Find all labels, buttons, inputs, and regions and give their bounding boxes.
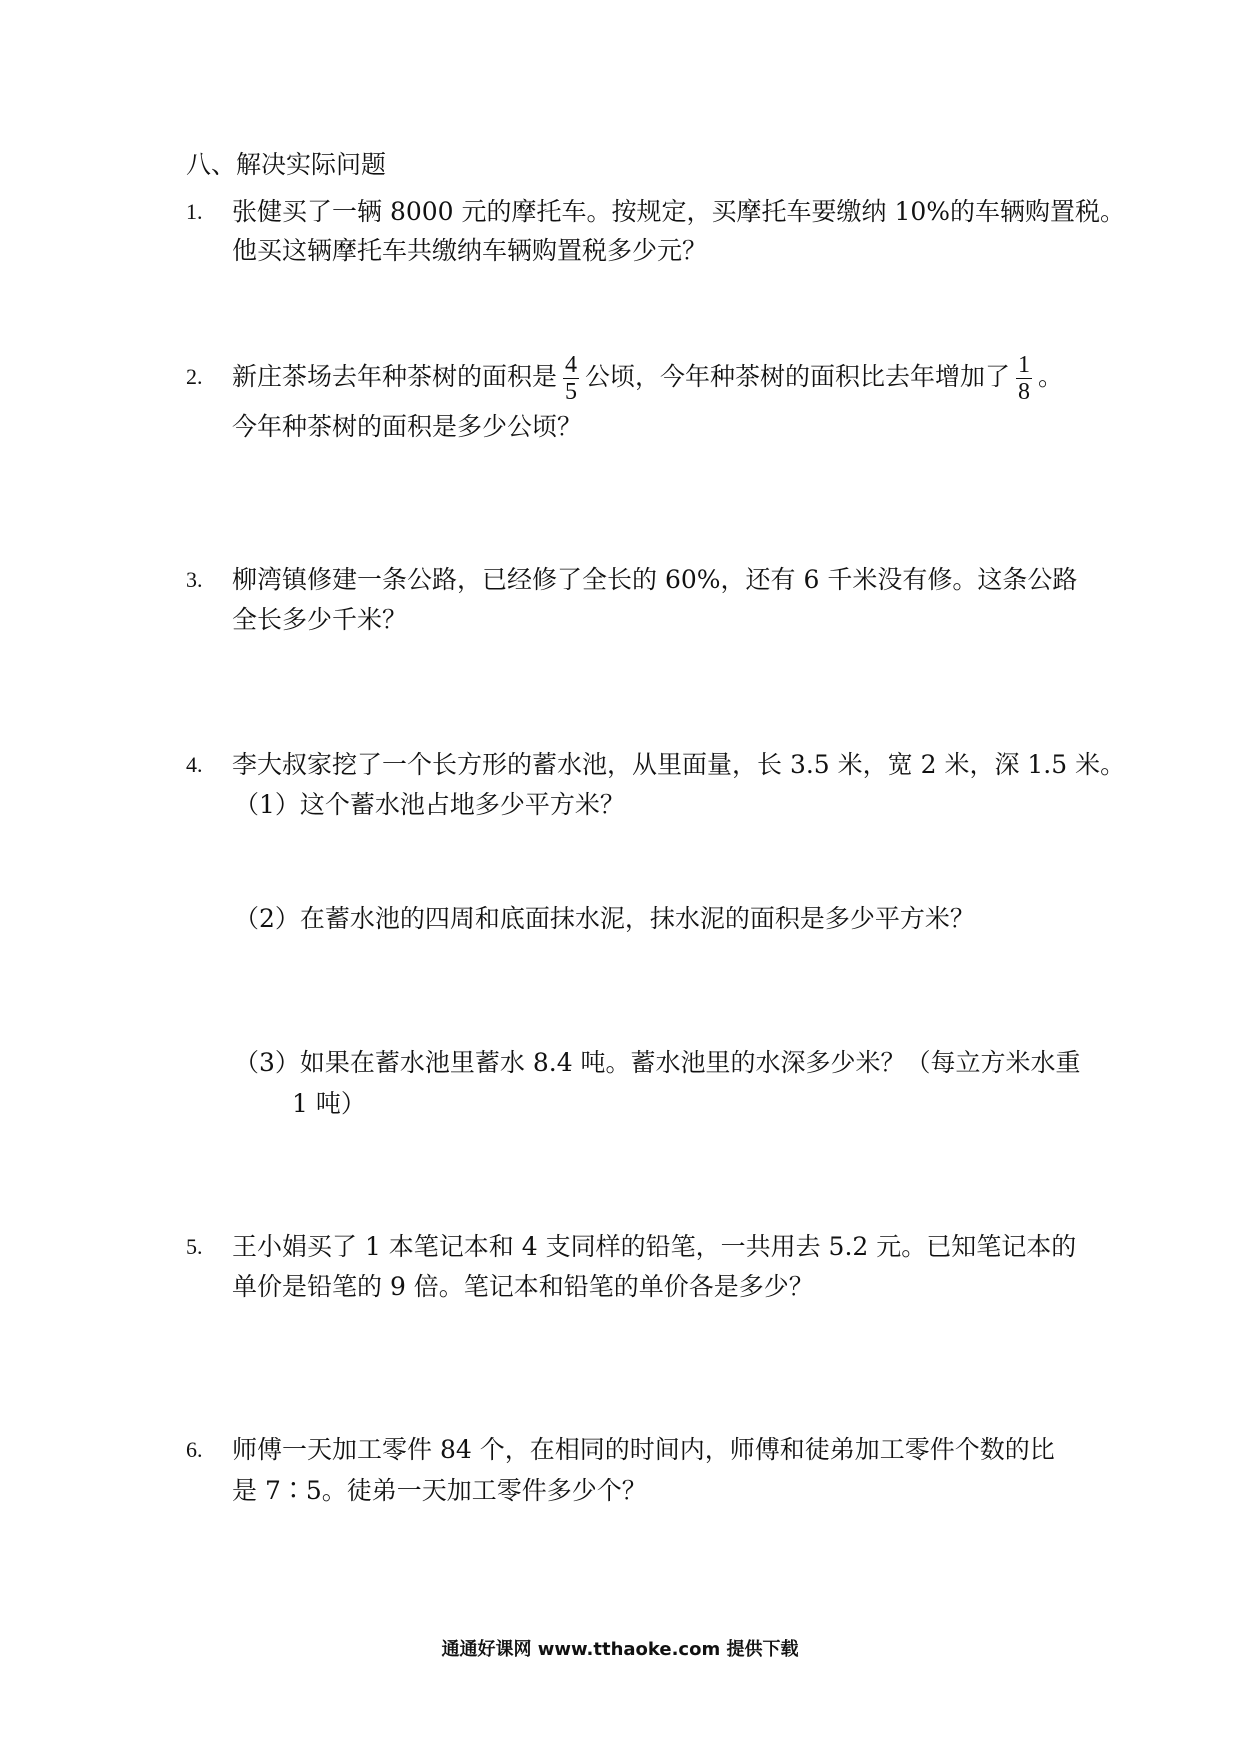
footer-credit: 通通好课网 www.tthaoke.com 提供下载	[441, 1639, 799, 1660]
question-6-number: 6.	[186, 1437, 203, 1462]
fraction-denominator: 8	[1018, 379, 1031, 405]
question-2-number: 2.	[186, 364, 203, 389]
question-2-line-1	[232, 346, 1063, 408]
question-3-line-1: 柳湾镇修建一条公路，已经修了全长的 60%，还有 6 千米没有修。这条公路	[232, 565, 1078, 594]
question-3-line-2: 全长多少千米？	[232, 605, 408, 634]
question-4-sub-1: （1）这个蓄水池占地多少平方米？	[234, 790, 625, 819]
question-5-line-1: 王小娟买了 1 本笔记本和 4 支同样的铅笔，一共用去 5.2 元。已知笔记本的	[232, 1232, 1077, 1261]
question-2-line-2: 今年种茶树的面积是多少公顷？	[232, 412, 583, 441]
question-6-line-1: 师傅一天加工零件 84 个，在相同的时间内，师傅和徒弟加工零件个数的比	[232, 1435, 1055, 1464]
fraction-four-fifths	[563, 352, 579, 405]
question-2-text-c: 。	[1038, 362, 1064, 391]
question-4-number: 4.	[186, 752, 203, 777]
question-1-line-1: 张健买了一辆 8000 元的摩托车。按规定，买摩托车要缴纳 10%的车辆购置税。	[232, 197, 1126, 226]
fraction-one-eighth	[1016, 352, 1032, 405]
question-4-sub-2: （2）在蓄水池的四周和底面抹水泥，抹水泥的面积是多少平方米？	[234, 904, 975, 933]
question-4-sub-3-line-1: （3）如果在蓄水池里蓄水 8.4 吨。蓄水池里的水深多少米？（每立方米水重	[234, 1048, 1081, 1077]
question-6-line-2: 是 7∶5。徒弟一天加工零件多少个？	[232, 1476, 647, 1505]
question-4-line-1: 李大叔家挖了一个长方形的蓄水池，从里面量，长 3.5 米，宽 2 米，深 1.5 米。	[232, 750, 1126, 779]
question-4-sub-3-line-2: 1 吨）	[292, 1089, 366, 1118]
question-2-text-a: 新庄茶场去年种茶树的面积是	[232, 362, 558, 391]
question-2-text-b: 公顷，今年种茶树的面积比去年增加了	[585, 362, 1011, 391]
question-1-line-2: 他买这辆摩托车共缴纳车辆购置税多少元？	[232, 236, 708, 265]
question-1-number: 1.	[186, 199, 203, 224]
fraction-numerator: 1	[1018, 352, 1031, 378]
question-5-line-2: 单价是铅笔的 9 倍。笔记本和铅笔的单价各是多少？	[232, 1272, 814, 1301]
section-title: 八、解决实际问题	[186, 150, 387, 179]
question-5-number: 5.	[186, 1234, 203, 1259]
fraction-numerator: 4	[565, 352, 578, 378]
question-3-number: 3.	[186, 567, 203, 592]
fraction-denominator: 5	[565, 379, 578, 405]
